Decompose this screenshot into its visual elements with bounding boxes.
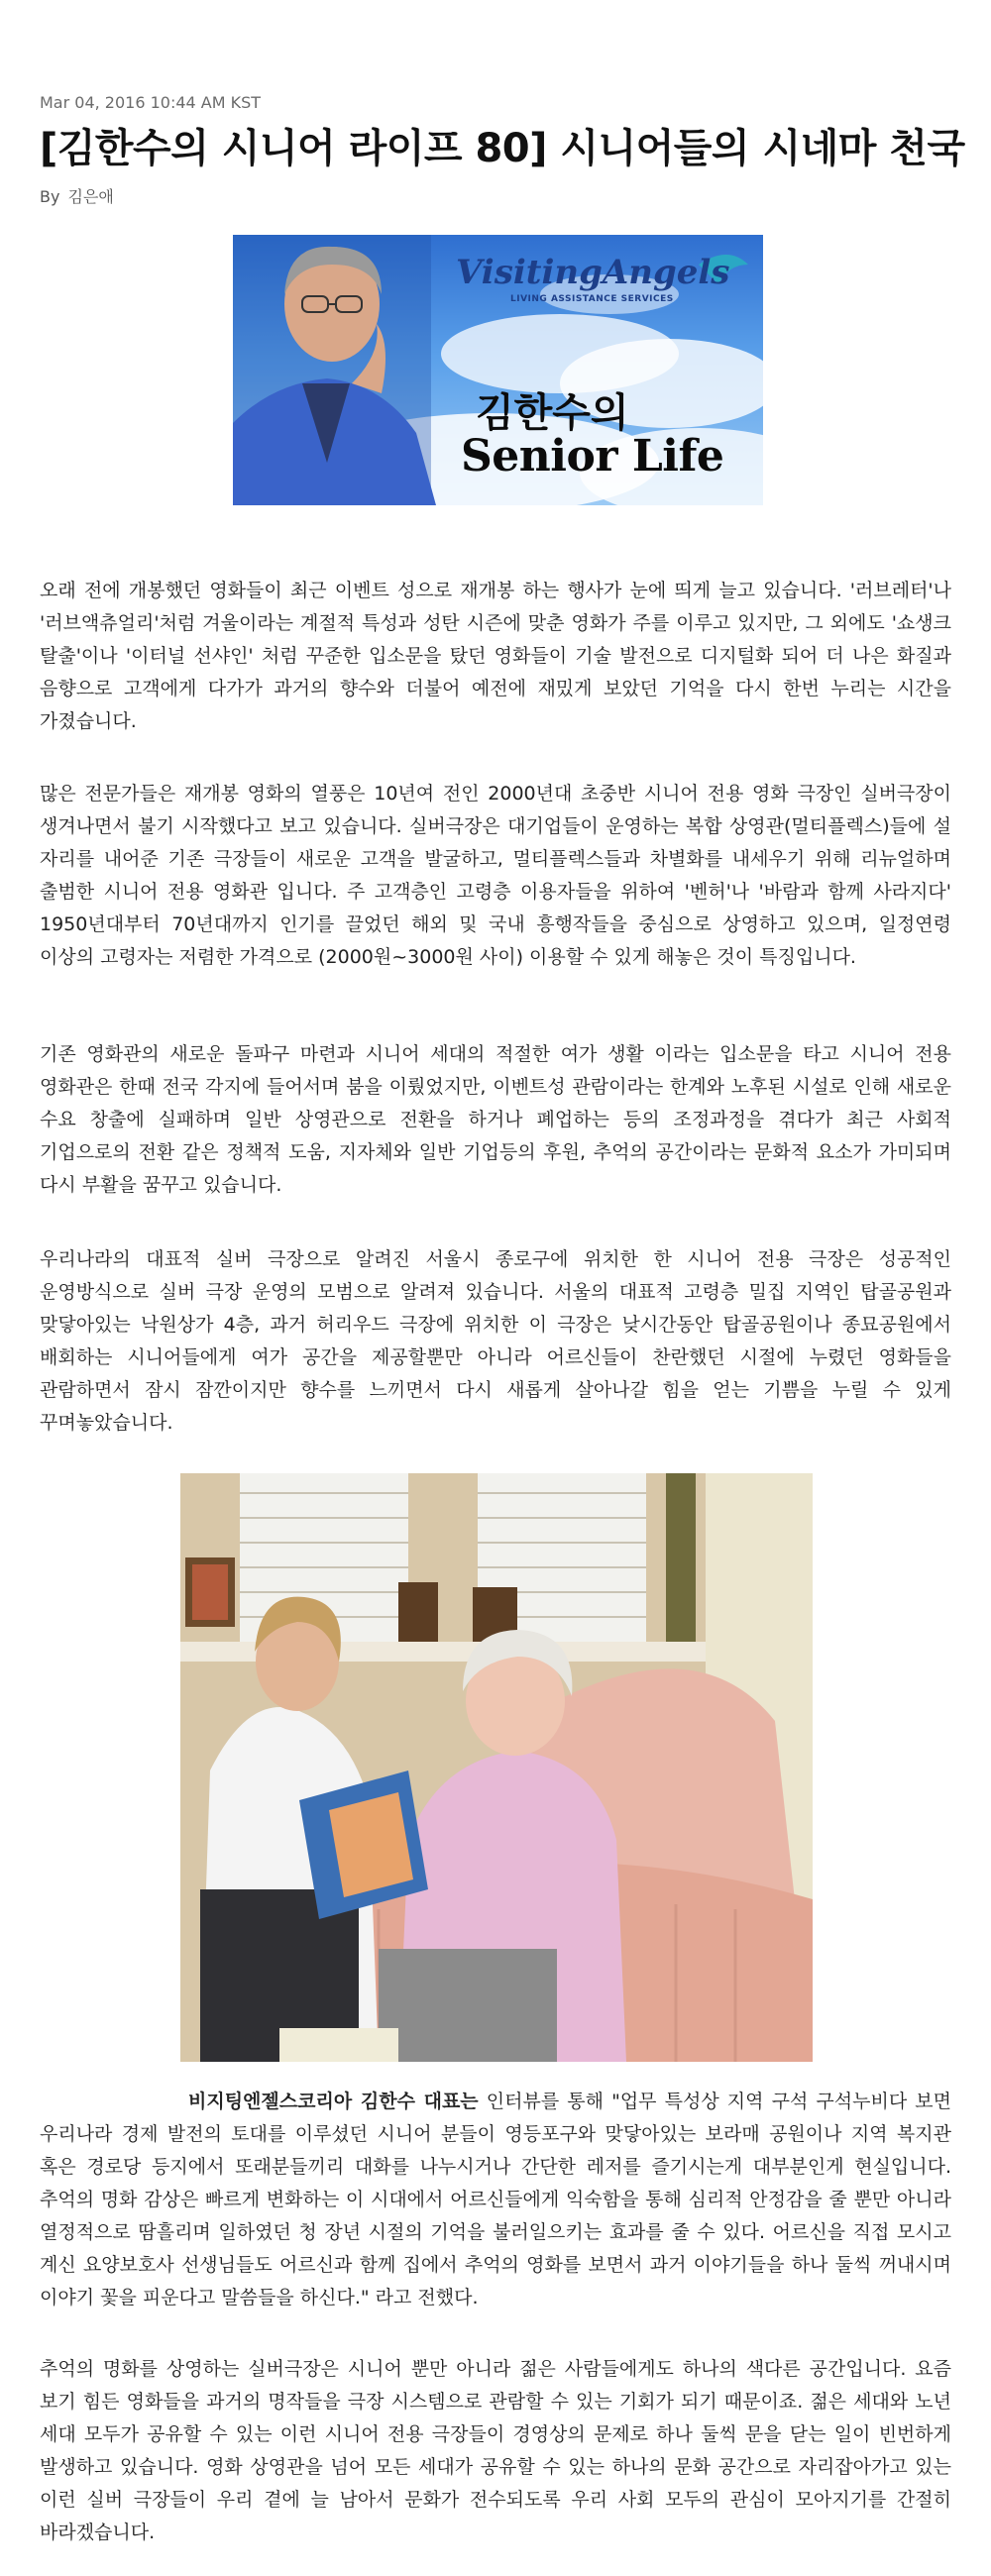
article-dateline: Mar 04, 2016 10:44 AM KST (40, 93, 262, 112)
byline-prefix: By (40, 187, 60, 206)
body-paragraph-5 (40, 2086, 951, 2314)
logo-subtitle: LIVING ASSISTANCE SERVICES (510, 294, 674, 304)
quoted-person: 비지팅엔젤스코리아 김한수 대표는 (188, 2091, 479, 2112)
banner-title-english: Senior Life (461, 431, 724, 482)
body-paragraph-2: 많은 전문가들은 재개봉 영화의 열풍은 10년여 전인 2000년대 초중반 시니어 전용 영화 극장인 실버극장이 생겨나면서 불기 시작했다고 보고 있습니다. 실버극장은 대기업들이 운영하는 복합 상영관(멀티플렉스)들에 설 자리를 내어준 기존 극장들이 새로운 고객을 발굴하고, 멀티플렉스들과 차별화를 내세우기 위해 리뉴얼하며 출범한 시니어 전용 영화관 입니다. 주 고객층인 고령층 이용자들을 위하여 '벤허'나 '바람과 함께 사라지다' 1950년대부터 70년대까지 인기를 끌었던 해외 및 국내 흥행작들을 중심으로 상영하고 있으며, 일정연령 이상의 고령자는 저렴한 가격으로 (2000원~3000원 사이) 이용할 수 있게 해놓은 것이 특징입니다. (40, 783, 951, 968)
author-link[interactable]: 김은애 (67, 187, 114, 206)
body-paragraph-6: 추억의 명화를 상영하는 실버극장은 시니어 뿐만 아니라 젊은 사람들에게도 하나의 색다른 공간입니다. 요즘 보기 힘든 영화들을 과거의 명작들을 극장 시스템으로 관람할 수 있는 기회가 되기 때문이죠. 젊은 세대와 노년 세대 모두가 공유할 수 있는 이런 시니어 전용 극장들이 경영상의 문제로 하나 둘씩 문을 닫는 일이 빈번하게 발생하고 있습니다. 영화 상영관을 넘어 모든 세대가 공유할 수 있는 하나의 문화 공간으로 자리잡아가고 있는 이런 실버 극장들이 우리 곁에 늘 남아서 문화가 전수되도록 우리 사회 모두의 관심이 모아지기를 간절히 바라겠습니다. (40, 2358, 951, 2543)
interview-quote: 인터뷰를 통해 "업무 특성상 지역 구석 구석누비다 보면 우리나라 경제 발전의 토대를 이루셨던 시니어 분들이 영등포구와 맞닿아있는 보라매 공원이나 지역 복지관 혹은 경로당 등지에서 또래분들끼리 대화를 나누시거나 간단한 레저를 즐기시는게 대부분인게 현실입니다. 추억의 명화 감상은 빠르게 변화하는 이 시대에서 어르신들에게 익숙함을 통해 심리적 안정감을 줄 뿐만 아니라 열정적으로 땀흘리며 일하였던 청 장년 시절의 기억을 불러일으키는 효과를 줄 수 있다. 어르신을 직접 모시고 계신 요양보호사 선생님들도 어르신과 함께 집에서 추억의 영화를 보면서 과거 이야기들을 하나 둘씩 꺼내시며 이야기 꽃을 피운다고 말씀들을 하신다." 라고 전했다. (40, 2091, 951, 2308)
caregiver-photo-artwork (180, 1473, 813, 2062)
byline (40, 184, 114, 207)
column-banner-image (233, 235, 763, 505)
visiting-angels-logo: VisitingAngels (456, 253, 730, 292)
body-paragraph-3: 기존 영화관의 새로운 돌파구 마련과 시니어 세대의 적절한 여가 생활 이라는 입소문을 타고 시니어 전용 영화관은 한때 전국 각지에 들어서며 붐을 이뤘었지만, 이벤트성 관람이라는 한계와 노후된 시설로 인해 새로운 수요 창출에 실패하며 일반 상영관으로 전환을 하거나 폐업하는 등의 조정과정을 겪다가 최근 사회적 기업으로의 전환 같은 정책적 도움, 지자체와 일반 기업등의 후원, 추억의 공간이라는 문화적 요소가 가미되며 다시 부활을 꿈꾸고 있습니다. (40, 1043, 951, 1196)
body-paragraph-4: 우리나라의 대표적 실버 극장으로 알려진 서울시 종로구에 위치한 한 시니어 전용 극장은 성공적인 운영방식으로 실버 극장 운영의 모범으로 알려져 있습니다. 서울의 대표적 고령층 밀집 지역인 탑골공원과 맞닿아있는 낙원상가 4층, 과거 허리우드 극장에 위치한 이 극장은 낮시간동안 탑골공원이나 종묘공원에서 배회하는 시니어들에게 여가 공간을 제공할뿐만 아니라 어르신들이 찬란했던 시절에 누렸던 영화들을 관람하면서 잠시 잠깐이지만 향수를 느끼면서 다시 새롭게 살아나갈 힘을 얻는 기쁨을 누릴 수 있게 꾸며놓았습니다. (40, 1248, 951, 1434)
banner-title-korean: 김한수의 (476, 390, 629, 436)
body-paragraph-1: 오래 전에 개봉했던 영화들이 최근 이벤트 성으로 재개봉 하는 행사가 눈에 띄게 늘고 있습니다. '러브레터'나 '러브액츄얼리'처럼 겨울이라는 계절적 특성과 성탄 시즌에 맞춘 영화가 주를 이루고 있지만, 그 외에도 '쇼생크 탈출'이나 '이터널 선샤인' 처럼 꾸준한 입소문을 탔던 영화들이 기술 발전으로 디지털화 되어 더 나은 화질과 음향으로 고객에게 다가가 과거의 향수와 더불어 예전에 재밌게 보았던 기억을 다시 한번 누리는 시간을 가졌습니다. (40, 580, 951, 732)
caregiver-photo (180, 1473, 813, 2062)
article-headline: [김한수의 시니어 라이프 80] 시니어들의 시네마 천국 (40, 126, 965, 171)
